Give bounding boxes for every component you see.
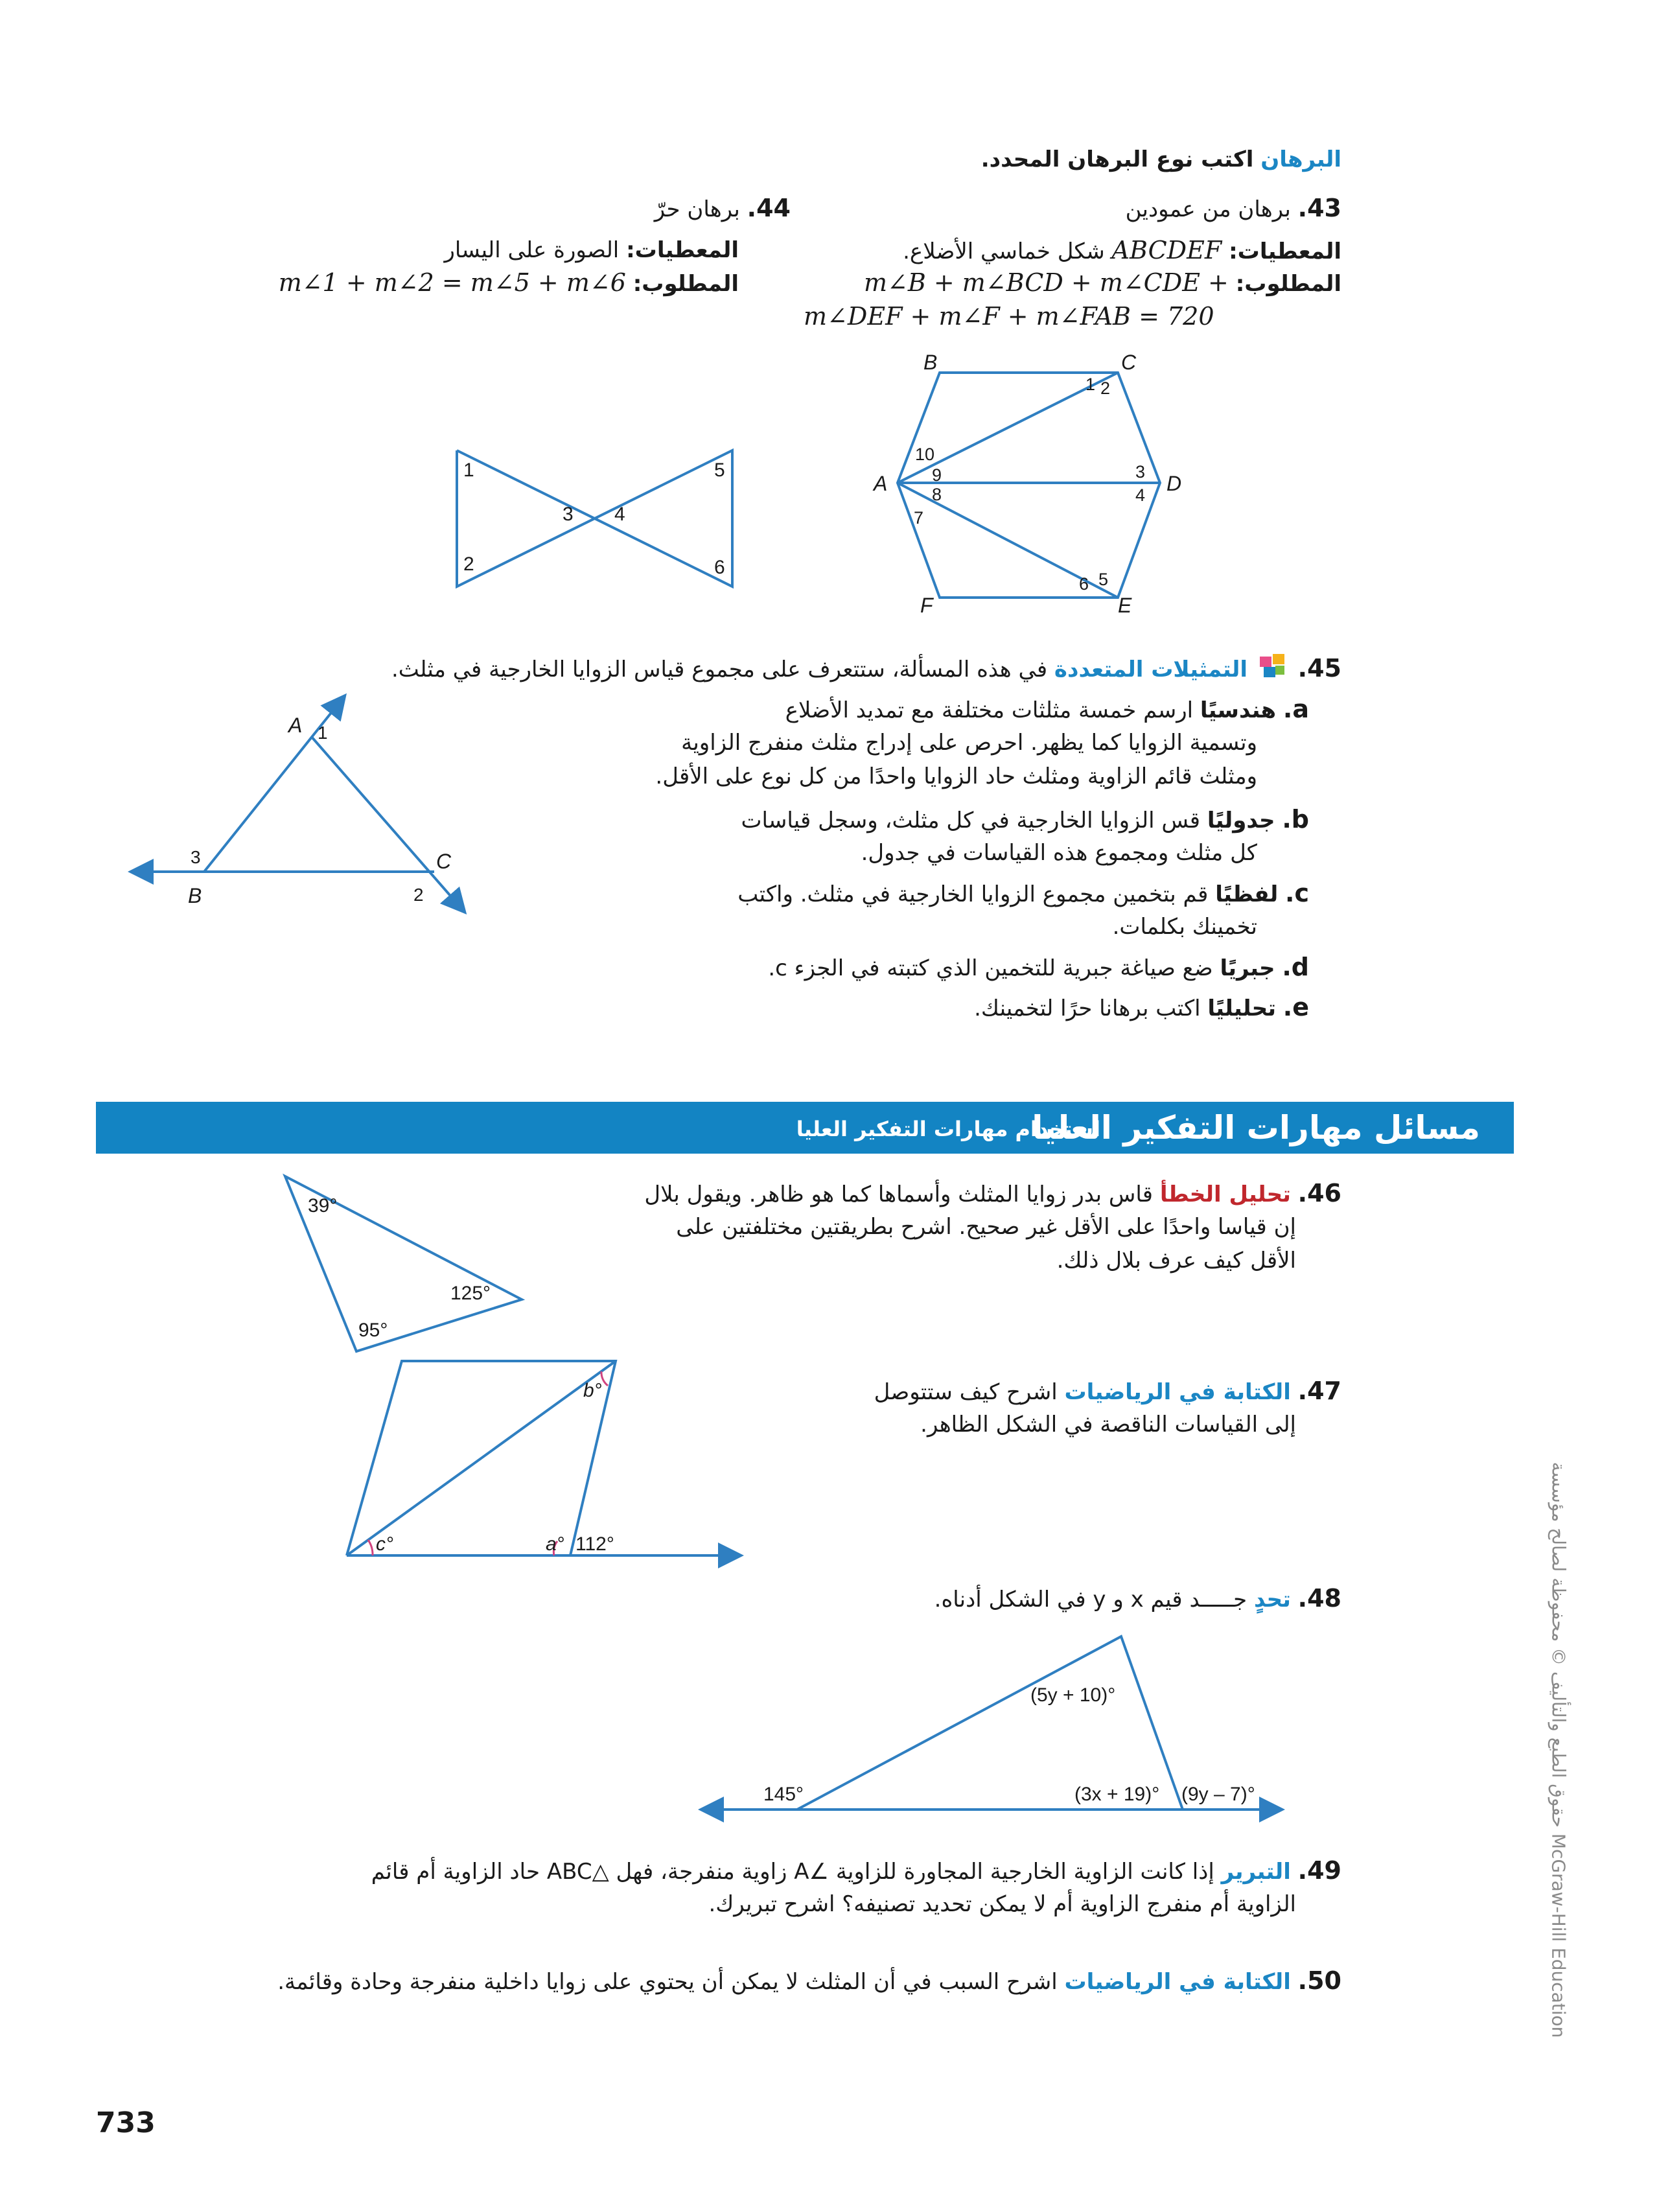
- q44-prove-label: المطلوب:: [632, 271, 739, 297]
- angle-10: 10: [915, 445, 935, 464]
- section-label: البرهان: [1260, 146, 1341, 172]
- q50-title: الكتابة في الرياضيات: [1064, 1969, 1291, 1995]
- banner-title: مسائل مهارات التفكير العليا: [1032, 1109, 1480, 1147]
- hots-banner: [96, 1102, 1514, 1154]
- bowtie-angle-1: 1: [463, 460, 474, 481]
- q45-title: التمثيلات المتعددة: [1054, 657, 1248, 682]
- q45-b-letter: b.: [1282, 805, 1309, 833]
- tri-angle-2: 2: [413, 885, 424, 905]
- q45-e-letter: e.: [1282, 993, 1309, 1021]
- q48-triangle-figure: [693, 1627, 1290, 1828]
- angle-6: 6: [1079, 574, 1089, 594]
- q45-a-letter: a.: [1282, 695, 1309, 723]
- vertex-e: E: [1118, 594, 1132, 616]
- q46-angle-bottom: 95°: [358, 1320, 388, 1341]
- q47-arc-b: [601, 1371, 608, 1386]
- q45-e-line1: اكتب برهانا حرًا لتخمينك.: [974, 995, 1201, 1021]
- q49-heading: [371, 1854, 1341, 1889]
- q45-e-bold: تحليليًا: [1207, 995, 1276, 1021]
- q45-part-b: [741, 802, 1309, 837]
- q47-number: 47.: [1297, 1377, 1341, 1405]
- bowtie-angle-6: 6: [714, 557, 725, 578]
- q48-number: 48.: [1297, 1584, 1341, 1612]
- q46-line2: إن قياسا واحدًا على الأقل غير صحيح. اشرح بطريقتين مختلفتين على: [676, 1214, 1296, 1240]
- q45-triangle-figure: [123, 687, 486, 927]
- side-ray-ac: [311, 736, 463, 911]
- q43-prove: [864, 266, 1341, 301]
- angle-8: 8: [932, 485, 942, 504]
- q48-angle-mid: (3x + 19)°: [1074, 1784, 1160, 1805]
- q48-angle-top: (5y + 10)°: [1030, 1684, 1116, 1706]
- q43-prove-label: المطلوب:: [1235, 271, 1341, 297]
- q45-icon: [1259, 653, 1287, 688]
- q43-prove-line1: m∠B + m∠BCD + m∠CDE +: [863, 268, 1229, 297]
- q44-given-text: الصورة على اليسار: [444, 237, 620, 263]
- page-number: 733: [96, 2106, 156, 2139]
- q45-part-c: [737, 876, 1309, 911]
- q47-title: الكتابة في الرياضيات: [1064, 1379, 1291, 1405]
- vertex-f: F: [920, 594, 933, 616]
- q45-part-a: [785, 692, 1309, 727]
- q46-title: تحليل الخطأ: [1159, 1182, 1291, 1207]
- q46-angle-right: 125°: [450, 1283, 491, 1304]
- q45-heading: [391, 651, 1341, 688]
- angle-2: 2: [1100, 378, 1111, 398]
- q45-b-bold: جدوليًا: [1207, 808, 1275, 833]
- q45-a-line2: وتسمية الزوايا كما يظهر. احرص على إدراج مثلث منفرج الزاوية: [681, 730, 1257, 756]
- q47-line1: اشرح كيف ستتوصل: [874, 1379, 1058, 1405]
- q43-given: [903, 233, 1341, 268]
- q45-d-line1: ضع صياغة جبرية للتخمين الذي كتبته في الجزء c.: [768, 955, 1213, 981]
- q48-heading: [934, 1581, 1341, 1616]
- section-instruction: اكتب نوع البرهان المحدد.: [980, 146, 1254, 172]
- q45-a-line3: ومثلث قائم الزاوية ومثلث حاد الزوايا واحدًا من كل نوع على الأقل.: [655, 763, 1257, 789]
- q43-given-label: المعطيات:: [1229, 239, 1341, 264]
- tri-vertex-c: C: [436, 850, 452, 873]
- q45-c-line1: قم بتخمين مجموع الزوايا الخارجية في مثلث. واكتب: [737, 881, 1209, 907]
- angle-1: 1: [1085, 375, 1096, 394]
- q44-type: برهان حرّ: [654, 196, 740, 222]
- q47-arc-c: [368, 1540, 373, 1555]
- q43-given-text: شكل خماسي الأضلاع.: [903, 239, 1105, 264]
- q47-angle-b: b°: [583, 1380, 602, 1401]
- bowtie-angle-4: 4: [614, 504, 625, 525]
- q47-angle-c: c°: [376, 1533, 393, 1555]
- section-header: [981, 143, 1341, 176]
- q46-number: 46.: [1297, 1179, 1341, 1207]
- tri-vertex-b: B: [188, 884, 202, 907]
- q47-quadrilateral-figure: [337, 1348, 752, 1568]
- q47-angle-a: a°: [546, 1533, 564, 1555]
- q48-angle-left: 145°: [763, 1784, 804, 1805]
- tri-vertex-a: A: [288, 714, 303, 737]
- vertex-a: A: [874, 472, 888, 495]
- q44-prove-math: m∠1 + m∠2 = m∠5 + m∠6: [278, 268, 626, 297]
- angle-4: 4: [1135, 485, 1146, 505]
- q46-line1: قاس بدر زوايا المثلث وأسماها كما هو ظاهر. ويقول بلال: [644, 1182, 1154, 1207]
- vertex-d: D: [1166, 472, 1182, 495]
- q45-part-d: [768, 950, 1309, 985]
- q50-text: اشرح السبب في أن المثلث لا يمكن أن يحتوي على زوايا داخلية منفرجة وحادة وقائمة.: [277, 1969, 1058, 1995]
- copyright-text: حقوق الطبع والتأليف © محفوظة لصالح مؤسسة McGraw-Hill Education: [1548, 1461, 1570, 2038]
- q43-hexagon-figure: [855, 343, 1218, 616]
- bowtie-lines: [457, 450, 732, 587]
- q43-given-math: ABCDEF: [1111, 236, 1222, 264]
- q47-line2: إلى القياسات الناقصة في الشكل الظاهر.: [920, 1412, 1296, 1438]
- q46-angle-top: 39°: [308, 1195, 338, 1217]
- q45-a-bold: هندسيًا: [1200, 697, 1277, 723]
- q44-given: [444, 233, 739, 267]
- q45-b-line2: كل مثلث ومجموع هذه القياسات في جدول.: [861, 840, 1257, 866]
- q44-bowtie-figure: [447, 441, 745, 596]
- q49-line1: إذا كانت الزاوية الخارجية المجاورة للزاوية ∠A زاوية منفرجة، فهل △ABC حاد الزاوية أم قائم: [371, 1859, 1214, 1885]
- q43-prove-line2: m∠DEF + m∠F + m∠FAB = 720: [804, 302, 1214, 331]
- q44-given-label: المعطيات:: [626, 237, 739, 263]
- vertex-b: B: [923, 351, 938, 374]
- diagonal-ac: [898, 373, 1118, 483]
- q49-line2: الزاوية أم منفرج الزاوية أم لا يمكن تحديد تصنيفه؟ اشرح تبريرك.: [708, 1891, 1296, 1917]
- q49-number: 49.: [1297, 1856, 1341, 1885]
- q47-heading: [874, 1374, 1341, 1409]
- q45-d-bold: جبريًا: [1220, 955, 1275, 981]
- angle-3: 3: [1135, 462, 1146, 482]
- q45-b-line1: قس الزوايا الخارجية في كل مثلث، وسجل قياسات: [741, 808, 1201, 833]
- q45-part-e: [974, 990, 1309, 1025]
- bowtie-angle-2: 2: [463, 553, 474, 575]
- q46-line3: الأقل كيف عرف بلال ذلك.: [1056, 1248, 1296, 1274]
- bowtie-angle-3: 3: [563, 504, 574, 525]
- angle-9: 9: [932, 465, 942, 485]
- copyright-sidebar: [1539, 1426, 1578, 2074]
- q46-triangle-figure: [275, 1167, 535, 1361]
- tri-angle-3: 3: [191, 847, 201, 867]
- q46-heading: [644, 1176, 1341, 1211]
- q45-a-line1: ارسم خمسة مثلثات مختلفة مع تمديد الأضلاع: [785, 697, 1194, 723]
- q44-heading: [655, 191, 791, 226]
- banner-subtitle: استخدام مهارات التفكير العليا: [796, 1117, 1100, 1141]
- q50-number: 50.: [1297, 1966, 1341, 1995]
- tri-angle-1: 1: [318, 723, 328, 743]
- vertex-c: C: [1121, 351, 1137, 374]
- q47-angle-ext: 112°: [575, 1533, 614, 1555]
- q45-intro: في هذه المسألة، ستتعرف على مجموع قياس الزوايا الخارجية في مثلث.: [391, 657, 1048, 682]
- q45-d-letter: d.: [1282, 953, 1309, 981]
- q44-number: 44.: [747, 194, 791, 222]
- q48-text: جـــــد قيم x و y في الشكل أدناه.: [934, 1587, 1247, 1612]
- angle-7: 7: [914, 508, 924, 528]
- q45-c-line2: تخمينك بكلمات.: [1112, 914, 1257, 940]
- q49-title: التبرير: [1221, 1859, 1291, 1885]
- q43-type: برهان من عمودين: [1125, 196, 1291, 222]
- q45-c-letter: c.: [1285, 879, 1309, 907]
- q43-number: 43.: [1297, 194, 1341, 222]
- q48-title: تحدٍ: [1253, 1587, 1291, 1612]
- q44-prove: [279, 266, 739, 301]
- q50-heading: [277, 1964, 1341, 1999]
- q47-diagonal: [347, 1361, 616, 1555]
- q43-heading: [1126, 191, 1341, 226]
- bowtie-angle-5: 5: [714, 460, 725, 481]
- q48-angle-right: (9y – 7)°: [1181, 1784, 1255, 1805]
- q45-c-bold: لفظيًا: [1215, 881, 1279, 907]
- angle-5: 5: [1098, 570, 1109, 589]
- q45-number: 45.: [1297, 654, 1341, 682]
